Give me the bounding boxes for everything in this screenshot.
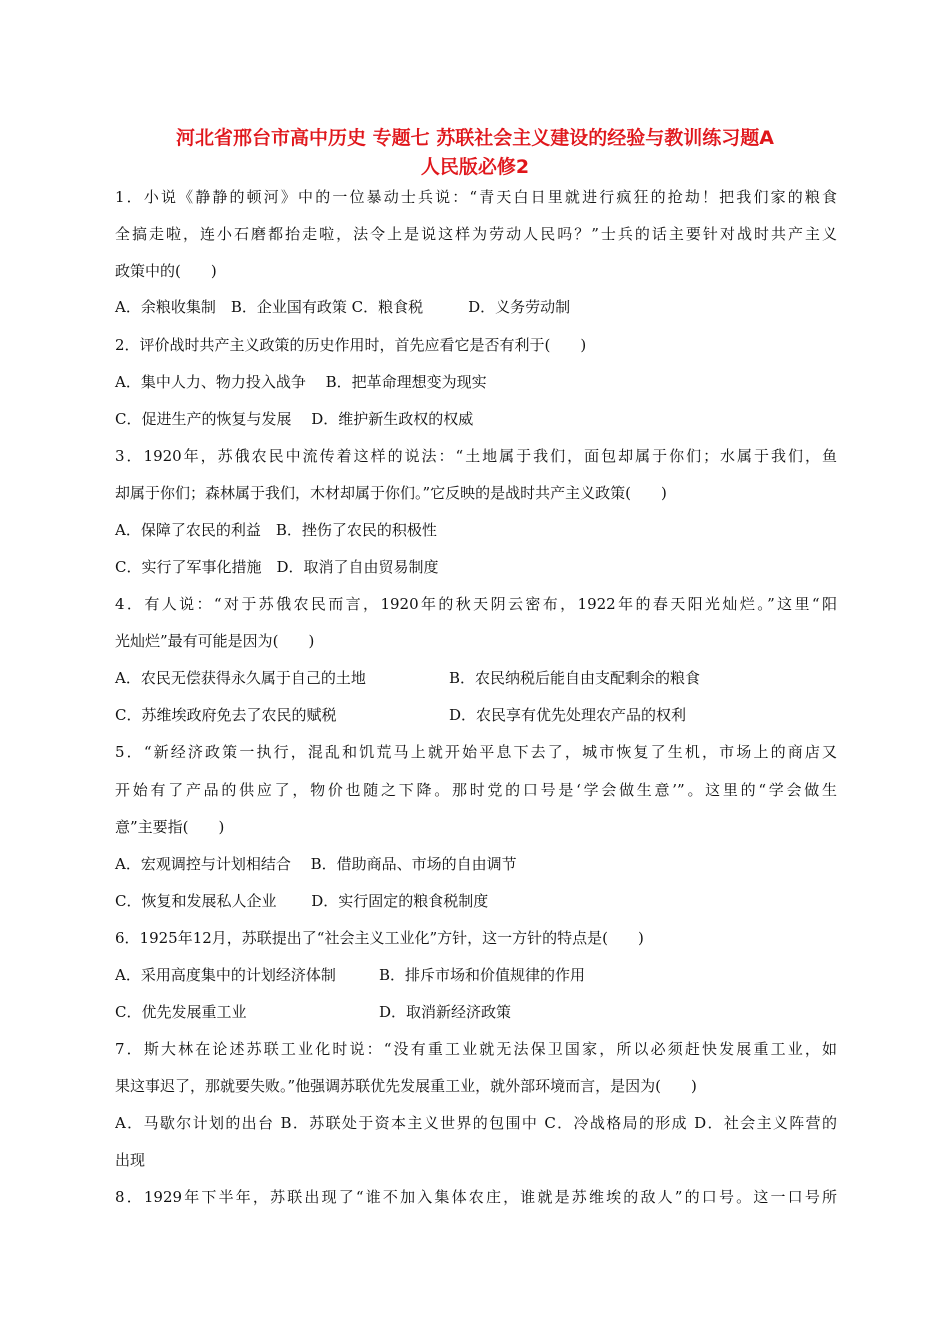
q6-line-1: 6．1925年12月，苏联提出了“社会主义工业化”方针，这一方针的特点是( ) — [115, 929, 644, 947]
q6-option-a: A．采用高度集中的计划经济体制 — [115, 966, 336, 984]
q4-option-c: C．苏维埃政府免去了农民的赋税 — [115, 706, 337, 724]
q4-option-d: D．农民享有优先处理农产品的权利 — [449, 706, 687, 724]
q6-option-d: D．取消新经济政策 — [379, 1003, 512, 1021]
q7-options: A．马歇尔计划的出台 B．苏联处于资本主义世界的包围中 C．冷战格局的形成 D．社会主义阵营的 — [115, 1114, 837, 1132]
q6-options-cd — [115, 1002, 837, 1022]
q2-options-ab: A．集中人力、物力投入战争 B．把革命理想变为现实 — [115, 373, 487, 391]
q8-line-1: 8．1929年下半年，苏联出现了“谁不加入集体农庄，谁就是苏维埃的敌人”的口号。这一口号所 — [115, 1188, 837, 1206]
title-line-2: 人民版必修2 — [420, 156, 530, 178]
q5-options-cd: C．恢复和发展私人企业 D．实行固定的粮食税制度 — [115, 892, 489, 910]
q2-line-1: 2．评价战时共产主义政策的历史作用时，首先应看它是否有利于( ) — [115, 336, 587, 354]
q3-line-1: 3．1920年，苏俄农民中流传着这样的说法：“土地属于我们，面包却属于你们；水属于我们，鱼 — [115, 447, 837, 465]
q3-options-cd: C．实行了军事化措施 D．取消了自由贸易制度 — [115, 558, 439, 576]
q4-options-ab — [115, 668, 837, 688]
q3-line-2: 却属于你们；森林属于我们，木材却属于你们。”它反映的是战时共产主义政策( ) — [115, 484, 667, 502]
q1-line-1: 1．小说《静静的顿河》中的一位暴动士兵说：“青天白日里就进行疯狂的抢劫！把我们家的粮食 — [115, 188, 837, 206]
q4-option-a: A．农民无偿获得永久属于自己的土地 — [115, 669, 366, 687]
q5-line-1: 5．“新经济政策一执行，混乱和饥荒马上就开始平息下去了，城市恢复了生机，市场上的商店又 — [115, 743, 837, 761]
q7-line-2: 果这事迟了，那就要失败。”他强调苏联优先发展重工业，就外部环境而言，是因为( ) — [115, 1077, 697, 1095]
q7-line-1: 7．斯大林在论述苏联工业化时说：“没有重工业就无法保卫国家，所以必须赶快发展重工业，如 — [115, 1040, 837, 1058]
q6-option-b: B．排斥市场和价值规律的作用 — [379, 966, 586, 984]
q4-line-1: 4．有人说：“对于苏俄农民而言，1920年的秋天阴云密布，1922年的春天阳光灿烂。”这里“阳 — [115, 595, 837, 613]
q3-options-ab: A．保障了农民的利益 B．挫伤了农民的积极性 — [115, 521, 437, 539]
document-title — [95, 124, 855, 182]
q1-line-3: 政策中的( ) — [115, 262, 217, 280]
q5-line-3: 意”主要指( ) — [115, 818, 225, 836]
q5-line-2: 开始有了产品的供应了，物价也随之下降。那时党的口号是‘学会做生意’”。这里的“学会做生 — [115, 781, 837, 799]
q5-options-ab: A．宏观调控与计划相结合 B．借助商品、市场的自由调节 — [115, 855, 517, 873]
q6-option-c: C．优先发展重工业 — [115, 1003, 247, 1021]
q6-options-ab — [115, 965, 837, 985]
q4-options-cd — [115, 705, 837, 725]
q7-options-cont: 出现 — [115, 1151, 146, 1169]
q1-options: A．余粮收集制 B．企业国有政策 C．粮食税 D．义务劳动制 — [115, 298, 571, 316]
title-line-1: 河北省邢台市高中历史 专题七 苏联社会主义建设的经验与教训练习题A — [176, 127, 774, 149]
q1-line-2: 全搞走啦，连小石磨都抬走啦，法令上是说这样为劳动人民吗？”士兵的话主要针对战时共产主义 — [115, 225, 837, 243]
q4-line-2: 光灿烂”最有可能是因为( ) — [115, 632, 315, 650]
q4-option-b: B．农民纳税后能自由支配剩余的粮食 — [449, 669, 701, 687]
q2-options-cd: C．促进生产的恢复与发展 D．维护新生政权的权威 — [115, 410, 474, 428]
